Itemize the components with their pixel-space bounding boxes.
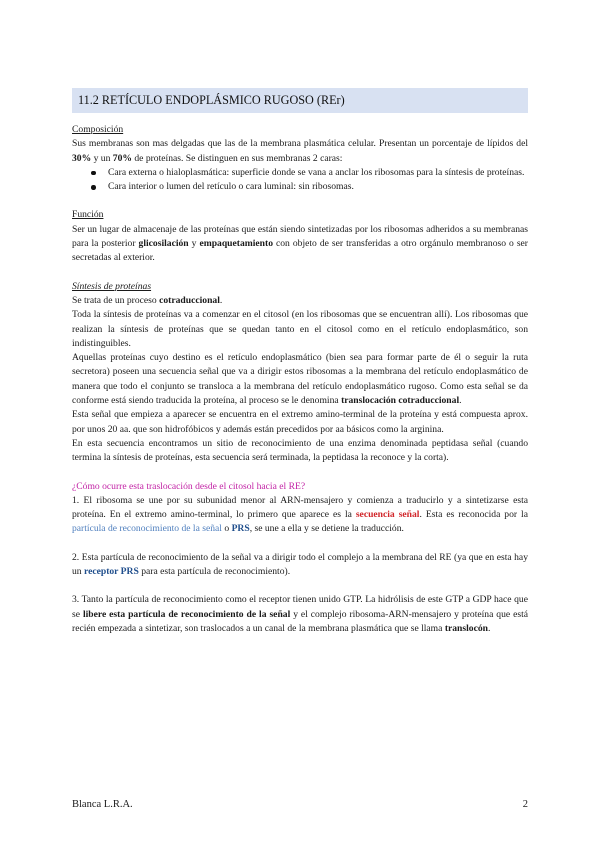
sintesis-title: Síntesis de proteínas bbox=[72, 280, 152, 292]
step-3-paragraph: 3. Tanto la partícula de reconocimiento como el receptor tienen unido GTP. La hidrólisis de este GTP a GDP hace que se libere esta partícula de reconocimiento de la señal y el complejo ribosoma-ARN-mensajero y proteína que está recién empezada a sintetizar, son traslocados a un canal de la membrana plasmática que se llama translocón. bbox=[72, 594, 528, 634]
document-page bbox=[72, 88, 528, 636]
sintesis-paragraph: Toda la síntesis de proteínas va a comenzar en el citosol (en los ribosomas que se encuentran allí). Los ribosomas que realizan la síntesis de proteínas que se quedan tanto en el citosol como en el retículo endoplasmático, son indistinguibles. bbox=[72, 309, 528, 349]
funcion-paragraph: Ser un lugar de almacenaje de las proteínas que están siendo sintetizadas por los ribosomas adheridos a su membranas para la posterior glicosilación y empaquetamiento con objeto de ser transferidas a otro orgánulo membranoso o ser secretadas al exterior. bbox=[72, 223, 529, 264]
prs-term: partícula de reconocimiento de la señal bbox=[72, 523, 222, 535]
receptor-prs-term: receptor PRS bbox=[84, 566, 139, 578]
step-2-paragraph: 2. Esta partícula de reconocimiento de la señal va a dirigir todo el complejo a la membrana del RE (ya que en esta hay un receptor PRS para esta partícula de reconocimiento). bbox=[72, 551, 528, 578]
step-1-paragraph: 1. El ribosoma se une por su subunidad menor al ARN-mensajero y comienza a traducirlo y a sintetizarse esta proteína. En el extremo amino-terminal, lo primero que aparece es la secuencia señal. Esta es reconocida por la partícula de reconocimiento de la señal o PRS, se une a ella y se detiene la traducción. bbox=[72, 494, 528, 535]
footer-author: Blanca L.R.A. bbox=[72, 799, 133, 810]
composicion-paragraph: Sus membranas son mas delgadas que las de la membrana plasmática celular. Presentan un porcentaje de lípidos del 30% y un 70% de proteínas. Se distinguen en sus membranas 2 caras: bbox=[72, 138, 528, 164]
question-heading: ¿Cómo ocurre esta traslocación desde el citosol hacia el RE? bbox=[72, 480, 306, 492]
list-item: Cara externa o hialoplasmática: superficie donde se vana a anclar los ribosomas para la síntesis de proteínas. bbox=[108, 166, 528, 180]
secuencia-senal-highlight: secuencia señal bbox=[355, 509, 420, 521]
list-item: Cara interior o lumen del retículo o cara luminal: sin ribosomas. bbox=[108, 180, 528, 194]
sintesis-paragraph: En esta secuencia encontramos un sitio de reconocimiento de una enzima denominada peptidasa señal (cuando termina la síntesis de proteínas, esta secuencia será terminada, la peptidasa la reconoce y la corta). bbox=[72, 437, 528, 464]
prs-acronym: PRS bbox=[231, 523, 250, 535]
composicion-list bbox=[72, 166, 528, 195]
sintesis-intro: Se trata de un proceso cotraduccional. bbox=[72, 294, 223, 306]
page-footer bbox=[72, 799, 528, 810]
sintesis-paragraph: Esta señal que empieza a aparecer se encuentra en el extremo amino-terminal de la proteína y está compuesta aprox. por unos 20 aa. que son hidrofóbicos y además están precedidos por aa básicos como la arginina. bbox=[72, 409, 528, 435]
sintesis-paragraph: Aquellas proteínas cuyo destino es el retículo endoplasmático (bien sea para formar parte de él o seguir la ruta secretora) poseen una secuencia señal que va a dirigir estos ribosomas a la membrana del retículo endoplasmático de manera que todo el conjunto se transloca a la membrana del retículo endoplasmático rugoso. Como esta señal se da conforme está siendo traducida la proteína, al proceso se le denomina translocación cotraduccional. bbox=[72, 352, 528, 407]
page-number: 2 bbox=[522, 799, 528, 810]
section-heading: 11.2 RETÍCULO ENDOPLÁSMICO RUGOSO (REr) bbox=[72, 88, 528, 113]
composicion-title: Composición bbox=[72, 124, 124, 135]
funcion-title: Función bbox=[72, 209, 104, 221]
